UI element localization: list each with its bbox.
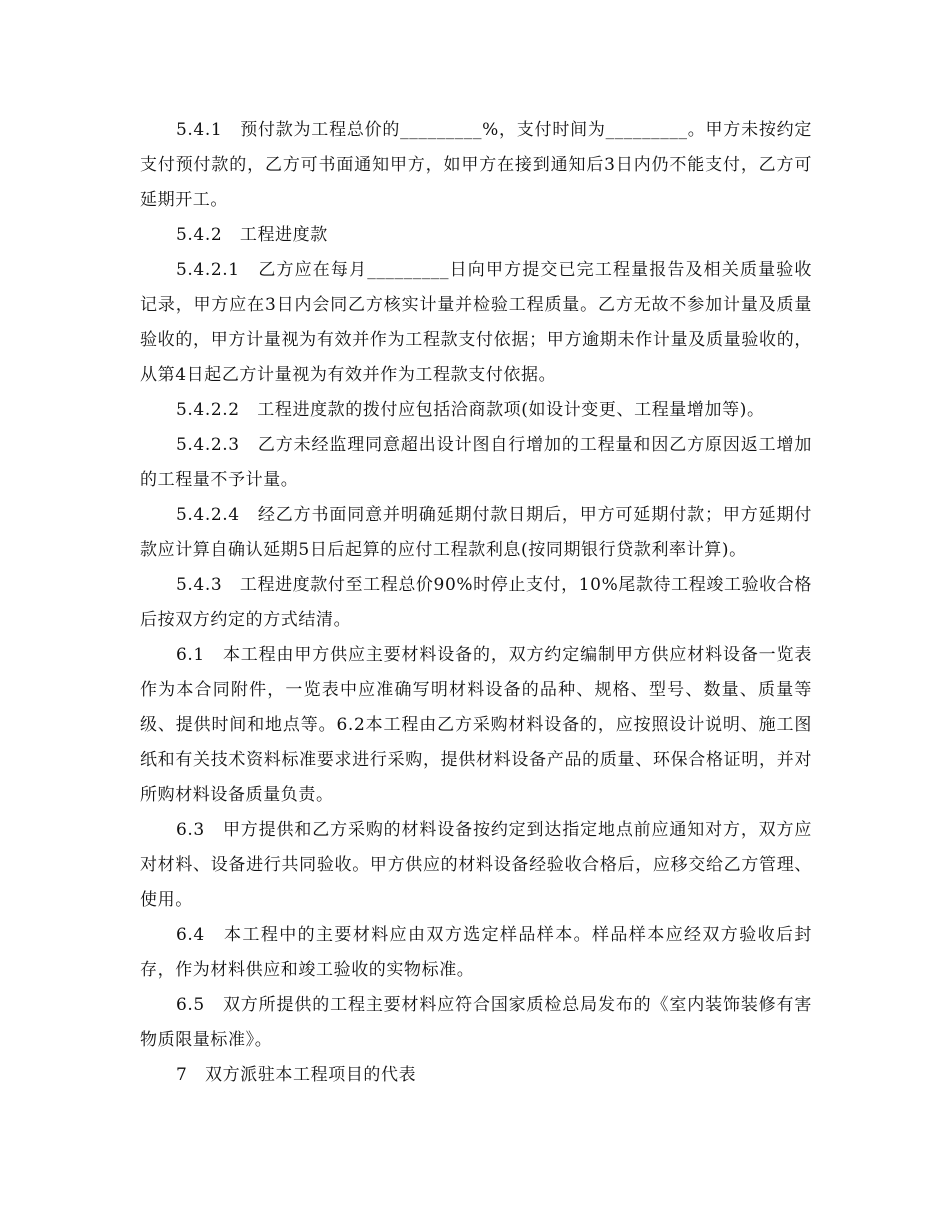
clause-5-4-2-1: 5.4.2.1 乙方应在每月_________日向甲方提交已完工程量报告及相关质量验收记录，甲方应在3日内会同乙方核实计量并检验工程质量。乙方无故不参加计量及质量验收的，甲方计量视为有效并作为工程款支付依据；甲方逾期未作计量及质量验收的，从第4日起乙方计量视为有效并作为工程款支付依据。	[140, 260, 812, 385]
clause-5-4-2-3: 5.4.2.3 乙方未经监理同意超出设计图自行增加的工程量和因乙方原因返工增加的工程量不予计量。	[140, 435, 812, 490]
clause-6-4: 6.4 本工程中的主要材料应由双方选定样品样本。样品样本应经双方验收后封存，作为材料供应和竣工验收的实物标准。	[140, 925, 812, 980]
clause-5-4-1: 5.4.1 预付款为工程总价的_________%，支付时间为_________。甲方未按约定支付预付款的，乙方可书面通知甲方，如甲方在接到通知后3日内仍不能支付，乙方可延期开工。	[140, 120, 812, 210]
clause-5-4-2-2: 5.4.2.2 工程进度款的拨付应包括洽商款项(如设计变更、工程量增加等)。	[176, 400, 765, 420]
section-7-heading: 7 双方派驻本工程项目的代表	[176, 1065, 417, 1085]
clause-5-4-3: 5.4.3 工程进度款付至工程总价90%时停止支付，10%尾款待工程竣工验收合格后按双方约定的方式结清。	[140, 575, 812, 630]
clause-6-5: 6.5 双方所提供的工程主要材料应符合国家质检总局发布的《室内装饰装修有害物质限量标准》。	[140, 995, 812, 1050]
clause-5-4-2: 5.4.2 工程进度款	[176, 225, 328, 245]
clause-5-4-2-4: 5.4.2.4 经乙方书面同意并明确延期付款日期后，甲方可延期付款；甲方延期付款应计算自确认延期5日后起算的应付工程款利息(按同期银行贷款利率计算)。	[140, 505, 812, 560]
clause-6-1: 6.1 本工程由甲方供应主要材料设备的，双方约定编制甲方供应材料设备一览表作为本合同附件，一览表中应准确写明材料设备的品种、规格、型号、数量、质量等级、提供时间和地点等。6.2本工程由乙方采购材料设备的，应按照设计说明、施工图纸和有关技术资料标准要求进行采购，提供材料设备产品的质量、环保合格证明，并对所购材料设备质量负责。	[140, 645, 812, 805]
document-body	[140, 113, 812, 1093]
clause-6-3: 6.3 甲方提供和乙方采购的材料设备按约定到达指定地点前应通知对方，双方应对材料、设备进行共同验收。甲方供应的材料设备经验收合格后，应移交给乙方管理、使用。	[140, 820, 812, 910]
